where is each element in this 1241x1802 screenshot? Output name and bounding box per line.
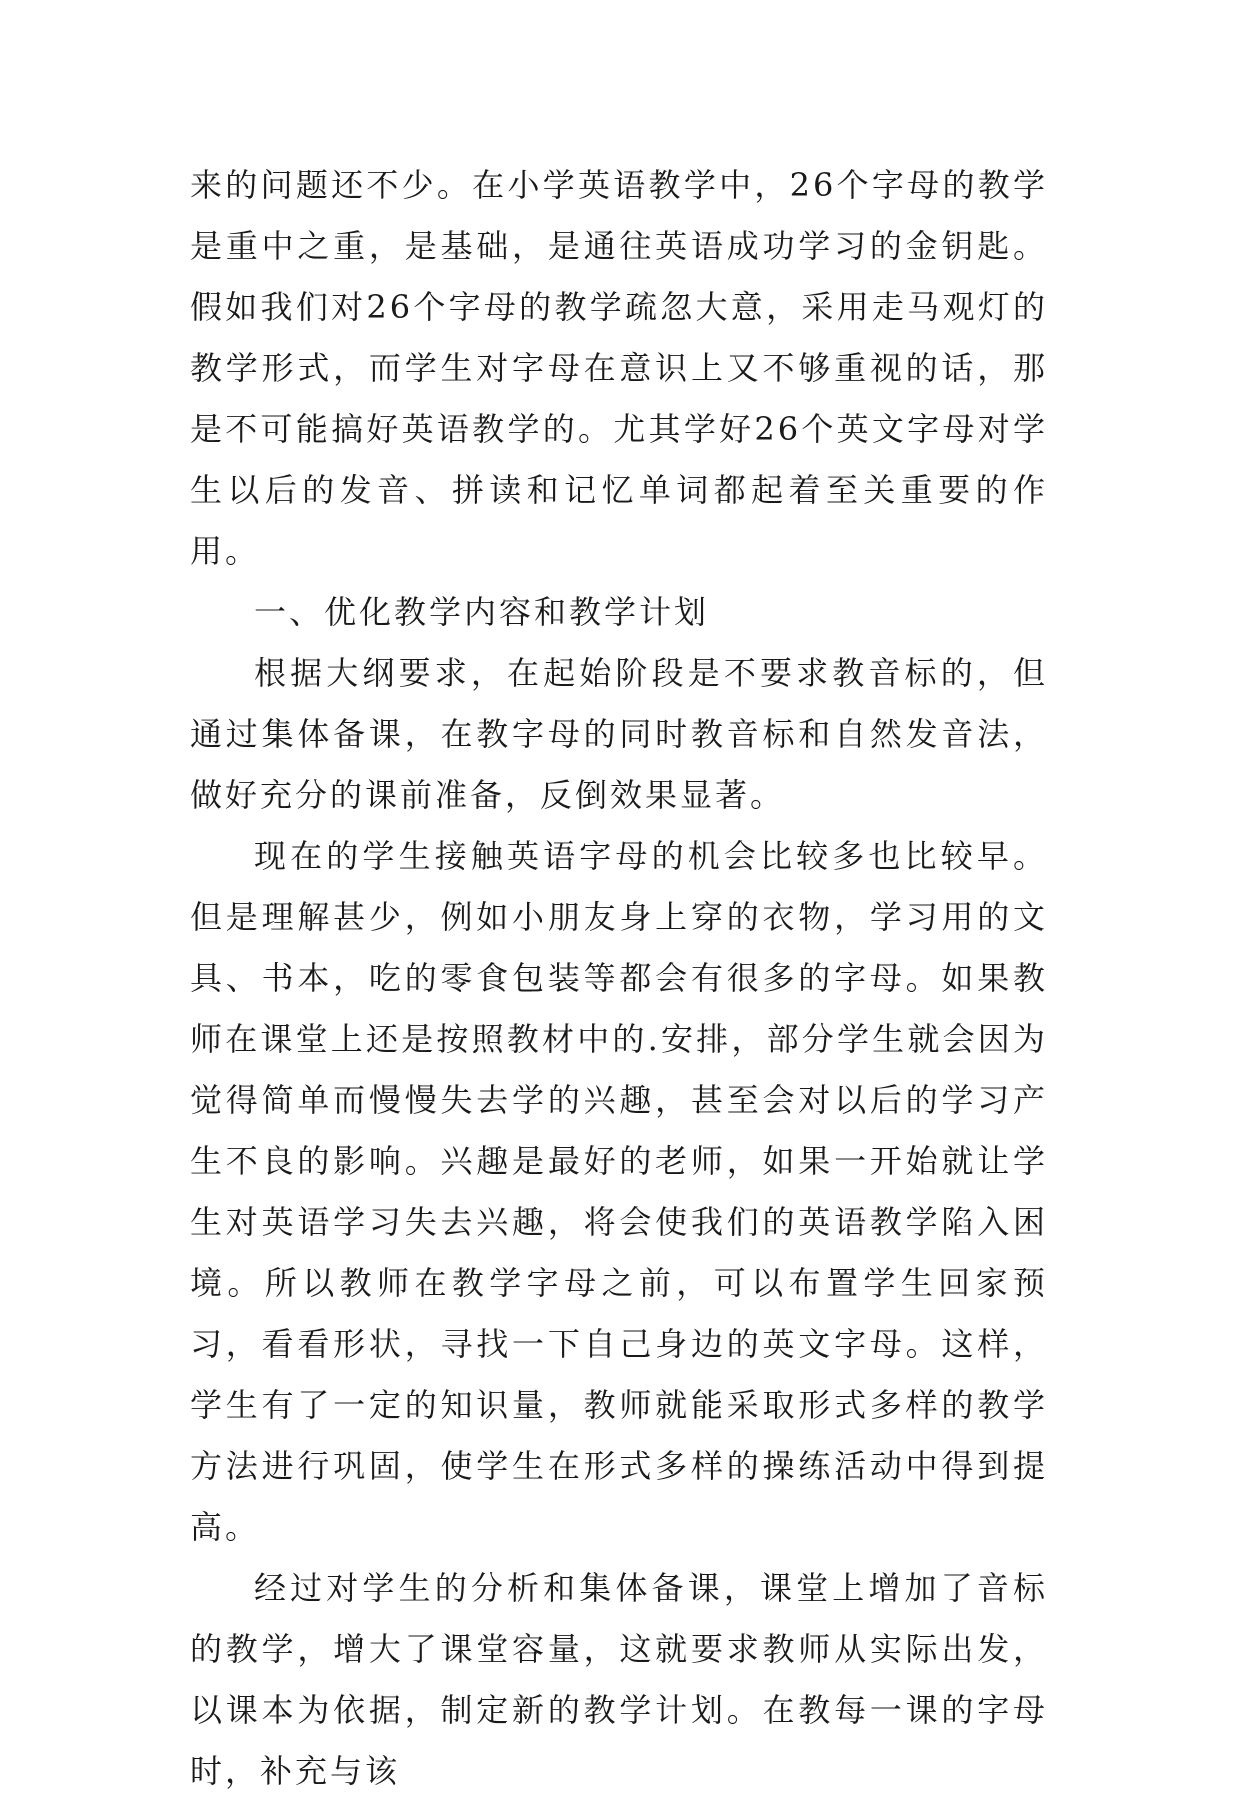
paragraph: 经过对学生的分析和集体备课，课堂上增加了音标的教学，增大了课堂容量，这就要求教师从实际出发，以课本为依据，制定新的教学计划。在教每一课的字母时，补充与该 [190, 1569, 1048, 1790]
paragraph: 现在的学生接触英语字母的机会比较多也比较早。但是理解甚少，例如小朋友身上穿的衣物，学习用的文具、书本，吃的零食包装等都会有很多的字母。如果教师在课堂上还是按照教材中的.安排，部分学生就会因为觉得简单而慢慢失去学的兴趣，甚至会对以后的学习产生不良的影响。兴趣是最好的老师，如果一开始就让学生对英语学习失去兴趣，将会使我们的英语教学陷入困境。所以教师在教学字母之前，可以布置学生回家预习，看看形状，寻找一下自己身边的英文字母。这样，学生有了一定的知识量，教师就能采取形式多样的教学方法进行巩固，使学生在形式多样的操练活动中得到提高。 [190, 837, 1048, 1546]
paragraph-continuation: 来的问题还不少。在小学英语教学中，26个字母的教学是重中之重，是基础，是通往英语成功学习的金钥匙。假如我们对26个字母的教学疏忽大意，采用走马观灯的教学形式，而学生对字母在意识上又不够重视的话，那是不可能搞好英语教学的。尤其学好26个英文字母对学生以后的发音、拼读和记忆单词都起着至关重要的作用。 [190, 166, 1048, 570]
section-heading: 一、优化教学内容和教学计划 [254, 593, 710, 631]
paragraph: 根据大纲要求，在起始阶段是不要求教音标的，但通过集体备课，在教字母的同时教音标和自然发音法，做好充分的课前准备，反倒效果显著。 [190, 654, 1048, 814]
document-body [190, 155, 1048, 1802]
